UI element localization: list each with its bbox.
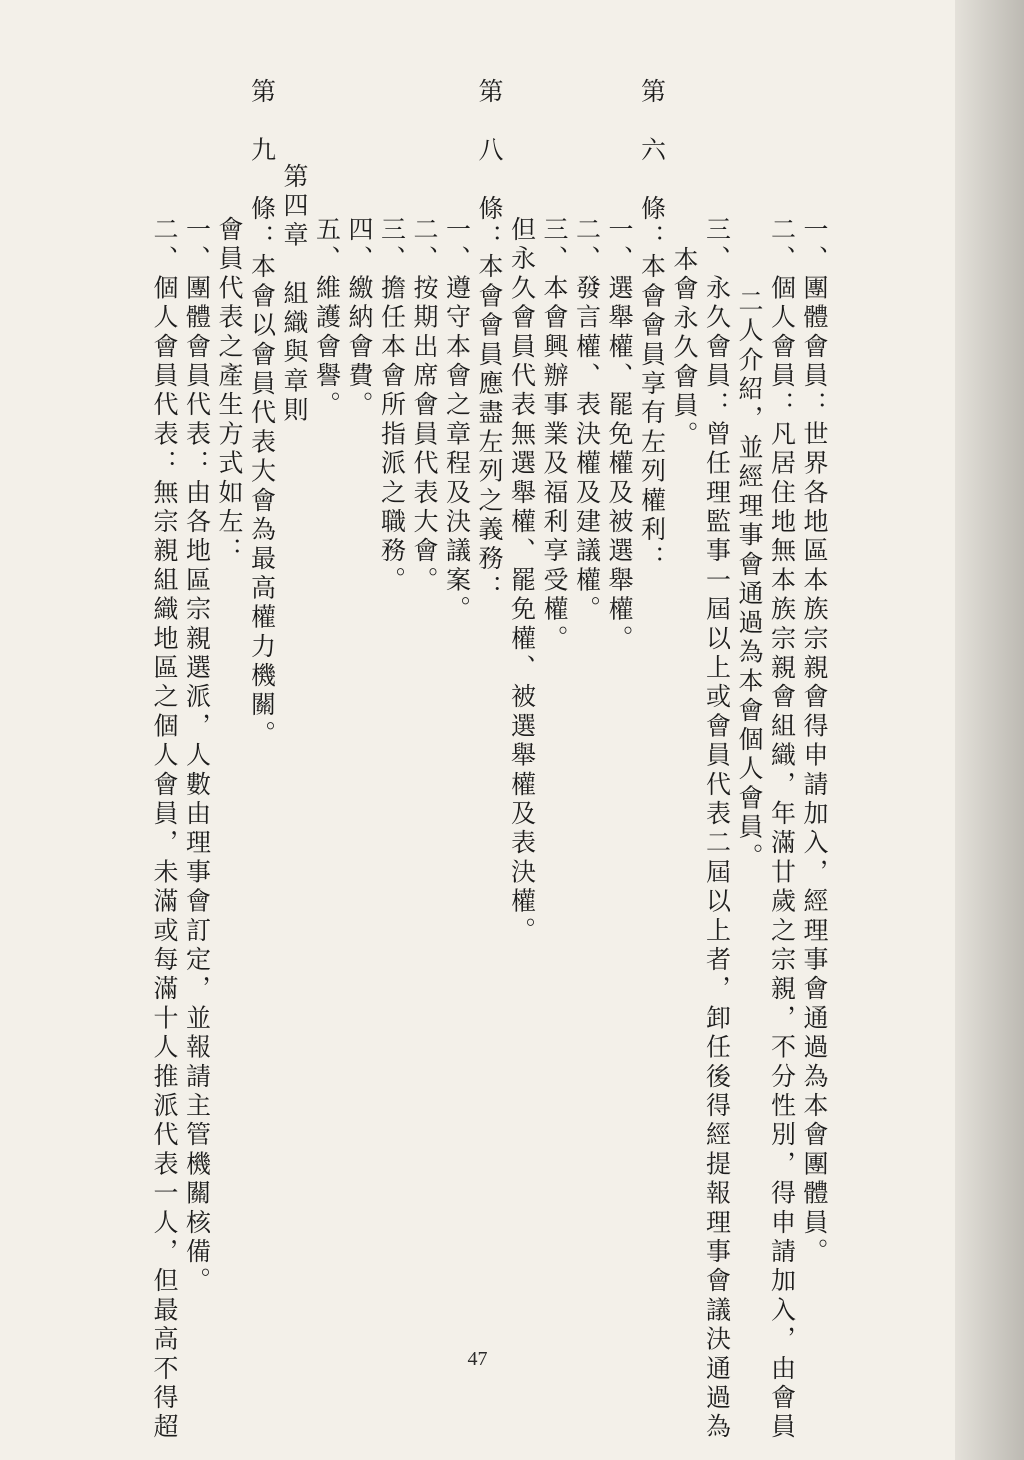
text-line-duty-4: 四、繳納會費。 — [345, 216, 374, 421]
text-line-right-3: 三、本會興辦事業及福利享受權。 — [540, 216, 569, 654]
text-line-group-representative: 一、團體會員代表：由各地區宗親選派，人數由理事會訂定，並報請主管機關核備。 — [182, 216, 212, 1297]
text-line-individual-representative: 二、個人會員代表：無宗親組織地區之個人會員，未滿或每滿十人推派代表一人，但最高不得超 — [150, 216, 179, 1443]
text-line-right-1: 一、選舉權、罷免權及被選舉權。 — [605, 216, 634, 654]
text-line-representative-intro: 會員代表之產生方式如左： — [215, 216, 244, 567]
text-line-individual-member: 二、個人會員：凡居住地無本族宗親會組織，年滿廿歲之宗親，不分性別，得申請加入，由會員 — [767, 216, 797, 1443]
article-8-heading: 第 八 條：本會會員應盡左列之義務： — [475, 78, 504, 604]
chapter-4-heading: 第四章 組織與章則 — [280, 163, 309, 426]
text-line-duty-1: 一、遵守本會之章程及決議案。 — [442, 216, 472, 625]
text-line-duty-2: 二、按期出席會員代表大會。 — [410, 216, 439, 596]
book-spine-edge — [955, 0, 1024, 1460]
text-line-right-note: 但永久會員代表無選舉權、罷免權、被選舉權及表決權。 — [507, 216, 537, 946]
text-line-group-member: 一、團體會員：世界各地區本族宗親會得申請加入，經理事會通過為本會團體員。 — [800, 216, 829, 1268]
text-line-individual-member-cont: 二人介紹，並經理事會通過為本會個人會員。 — [735, 288, 764, 872]
page-number: 47 — [467, 1348, 488, 1370]
text-line-permanent-member-cont: 本會永久會員。 — [670, 246, 699, 451]
article-6-heading: 第 六 條：本會會員享有左列權利： — [637, 78, 667, 575]
text-line-permanent-member: 三、永久會員：曾任理監事一屆以上或會員代表二屆以上者，卸任後得經提報理事會議決通過為 — [702, 216, 732, 1443]
article-9-heading: 第 九 條：本會以會員代表大會為最高權力機關。 — [247, 78, 277, 750]
text-line-right-2: 二、發言權、表決權及建議權。 — [572, 216, 602, 625]
vertical-text-block — [148, 78, 831, 1443]
text-line-duty-3: 三、擔任本會所指派之職務。 — [377, 216, 407, 596]
text-line-duty-5: 五、維護會譽。 — [312, 216, 342, 421]
